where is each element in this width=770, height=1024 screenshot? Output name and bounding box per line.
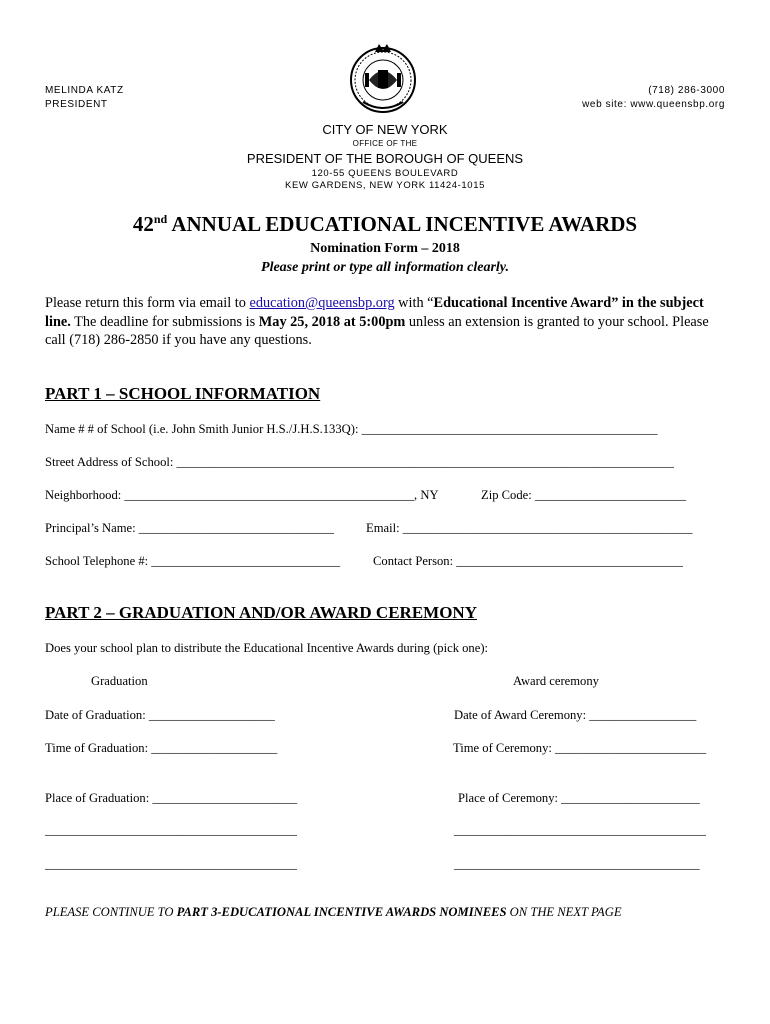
place-of-graduation-field[interactable]: Place of Graduation: _______________________	[45, 791, 298, 805]
president-name: MELINDA KATZ	[45, 85, 124, 96]
city-seal-icon	[345, 40, 421, 116]
office-city-state-zip: KEW GARDENS, NEW YORK 11424-1015	[285, 180, 485, 191]
borough-president-office: PRESIDENT OF THE BOROUGH OF QUEENS	[246, 151, 524, 166]
office-of: OFFICE OF THE	[352, 139, 418, 148]
email-field[interactable]: Email: ______________________________________________	[366, 521, 693, 535]
ceremony-extra-line-1[interactable]: ________________________________________	[454, 823, 706, 837]
zip-code-field[interactable]: Zip Code: ________________________	[481, 488, 686, 502]
date-of-graduation-field[interactable]: Date of Graduation: ____________________	[45, 708, 275, 722]
place-of-ceremony-field[interactable]: Place of Ceremony: ______________________	[458, 791, 700, 805]
neighborhood-field[interactable]: Neighborhood: ______________________________________________, NY	[45, 488, 439, 502]
school-telephone-field[interactable]: School Telephone #: ______________________________	[45, 554, 341, 568]
date-of-ceremony-field[interactable]: Date of Award Ceremony: _________________	[454, 708, 697, 722]
office-website: web site: www.queensbp.org	[582, 99, 725, 110]
school-name-field[interactable]: Name # # of School (i.e. John Smith Junior H.S./J.H.S.133Q): _______________________________________________	[45, 422, 658, 436]
principal-name-field[interactable]: Principal’s Name: _______________________________	[45, 521, 334, 535]
time-of-graduation-field[interactable]: Time of Graduation: ____________________	[45, 741, 278, 755]
email-link[interactable]: education@queensbp.org	[249, 295, 395, 311]
office-street: 120-55 QUEENS BOULEVARD	[311, 168, 459, 179]
graduation-extra-line-1[interactable]: ________________________________________	[45, 823, 297, 837]
intro-paragraph: Please return this form via email to education@queensbp.org with “Educational Incentive Award” in the subject line. The deadline for submissions is May 25, 2018 at 5:00pm unless an extension is granted to your school. Please call (718) 286-2850 if you have any questions.	[45, 295, 709, 348]
option-award-ceremony[interactable]: Award ceremony	[513, 674, 599, 688]
ceremony-extra-line-2[interactable]: _______________________________________	[454, 857, 700, 871]
form-subtitle: Nomination Form – 2018	[310, 241, 460, 256]
part2-heading: PART 2 – GRADUATION AND/OR AWARD CEREMONY	[45, 603, 477, 622]
president-role: PRESIDENT	[45, 99, 108, 110]
office-phone: (718) 286-3000	[648, 85, 725, 96]
graduation-extra-line-2[interactable]: ________________________________________	[45, 857, 297, 871]
ceremony-question: Does your school plan to distribute the Educational Incentive Awards during (pick one):	[45, 641, 489, 655]
part1-heading: PART 1 – SCHOOL INFORMATION	[45, 384, 321, 403]
letterhead-right	[582, 84, 725, 112]
letterhead-left	[45, 84, 124, 112]
city-name: CITY OF NEW YORK	[322, 122, 448, 137]
form-instruction: Please print or type all information clearly.	[261, 260, 509, 275]
option-graduation[interactable]: Graduation	[91, 674, 148, 688]
page-title: 42nd ANNUAL EDUCATIONAL INCENTIVE AWARDS	[132, 212, 638, 236]
continue-notice: PLEASE CONTINUE TO PART 3-EDUCATIONAL INCENTIVE AWARDS NOMINEES ON THE NEXT PAGE	[45, 905, 622, 919]
time-of-ceremony-field[interactable]: Time of Ceremony: ________________________	[453, 741, 707, 755]
street-address-field[interactable]: Street Address of School: _______________________________________________________________________________	[45, 455, 674, 469]
contact-person-field[interactable]: Contact Person: ____________________________________	[373, 554, 683, 568]
